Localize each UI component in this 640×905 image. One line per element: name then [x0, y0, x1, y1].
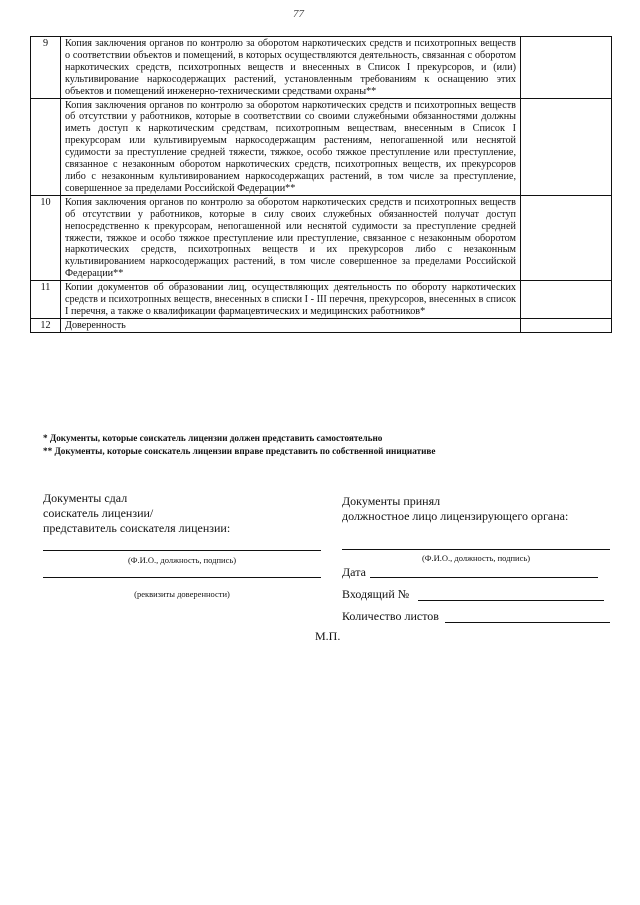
- footnotes: [43, 432, 435, 458]
- date-input-line[interactable]: [370, 577, 598, 578]
- footnote-required: * Документы, которые соискатель лицензии должен представить самостоятельно: [43, 433, 383, 443]
- received-role: должностное лицо лицензирующего органа:: [342, 509, 569, 523]
- sheet-count-field: [342, 609, 439, 624]
- submitted-fio-caption: (Ф.И.О., должность, подпись): [127, 555, 237, 565]
- incoming-number-input-line[interactable]: [418, 600, 604, 601]
- footnote-optional: ** Документы, которые соискатель лицензии вправе представить по собственной инициативе: [43, 446, 436, 456]
- received-title: Документы принял: [342, 494, 441, 508]
- table-row: [31, 195, 612, 280]
- row-description: Доверенность: [61, 318, 521, 332]
- received-block: [342, 494, 568, 524]
- sheet-count-label: Количество листов: [342, 609, 439, 623]
- sheet-count-input-line[interactable]: [445, 622, 610, 623]
- incoming-number-field: [342, 587, 409, 602]
- row-description: Копия заключения органов по контролю за оборотом наркотических средств и психотропных веществ об отсутствии у работников, которые в соответствии со своими служебными обязанностями должны иметь доступ к наркотическим средствам, психотропным веществам, внесенным в Список I прекурсорам или культивируемым наркосодержащим растениям, непогашенной или неснятой судимости за преступление средней тяжести, тяжкое, особо тяжкое преступление или преступление, связанное с незаконным оборотом наркотических средств, психотропных веществ, их прекурсоров либо с незаконным культивированием наркосодержащих растений, в том числе за преступление, совершенное за пределами Российской Федерации**: [61, 98, 521, 195]
- row-number: 11: [31, 281, 61, 319]
- row-description: Копия заключения органов по контролю за оборотом наркотических средств и психотропных веществ об отсутствии у работников, которые в силу своих служебных обязанностей получат доступ непосредственно к прекурсорам, непогашенной или неснятой судимости за преступление средней тяжести, тяжкое и особо тяжкое преступление или преступление, связанное с незаконным оборотом наркотических средств, психотропных веществ и их прекурсоров либо с незаконным культивированием наркосодержащих растений, в том числе совершенное за пределами Российской Федерации**: [61, 195, 521, 280]
- submitted-role-alt: представитель соискателя лицензии:: [43, 521, 231, 535]
- row-number: [31, 98, 61, 195]
- row-mark-cell: [521, 281, 612, 319]
- documents-table: [30, 36, 612, 333]
- row-number: 12: [31, 318, 61, 332]
- table-row: [31, 98, 612, 195]
- row-number: 10: [31, 195, 61, 280]
- date-label: Дата: [342, 565, 366, 579]
- table-row: [31, 281, 612, 319]
- row-description: Копии документов об образовании лиц, осуществляющих деятельность по обороту наркотических средств и психотропных веществ, внесенных в списки I - III перечня, прекурсоров, внесенных в список I перечня, а также о квалификации фармацевтических и медицинских работников*: [61, 281, 521, 319]
- row-mark-cell: [521, 195, 612, 280]
- incoming-number-label: Входящий №: [342, 587, 410, 601]
- row-mark-cell: [521, 98, 612, 195]
- stamp-place: М.П.: [315, 629, 341, 643]
- submitted-title: Документы сдал: [43, 491, 128, 505]
- row-number: 9: [31, 37, 61, 99]
- row-mark-cell: [521, 37, 612, 99]
- proxy-details-line[interactable]: [43, 577, 321, 578]
- table-row: [31, 37, 612, 99]
- date-field: [342, 565, 366, 580]
- table-row: [31, 318, 612, 332]
- row-mark-cell: [521, 318, 612, 332]
- page-number-mark: 77: [293, 8, 304, 20]
- received-signature-line[interactable]: [342, 549, 610, 550]
- submitted-role: соискатель лицензии/: [43, 506, 154, 520]
- submitted-block: [43, 491, 230, 536]
- received-fio-caption: (Ф.И.О., должность, подпись): [421, 553, 531, 563]
- row-description: Копия заключения органов по контролю за оборотом наркотических средств и психотропных веществ о соответствии объектов и помещений, в которых осуществляются деятельность, связанная с оборотом наркотических средств, психотропных веществ и внесенных в Список I прекурсоров, и (или) культивирование наркосодержащих растений, установленным требованиям к оснащению этих объектов и помещений инженерно-техническими средствами охраны**: [61, 37, 521, 99]
- proxy-details-caption: (реквизиты доверенности): [134, 589, 230, 599]
- submitted-signature-line[interactable]: [43, 550, 321, 551]
